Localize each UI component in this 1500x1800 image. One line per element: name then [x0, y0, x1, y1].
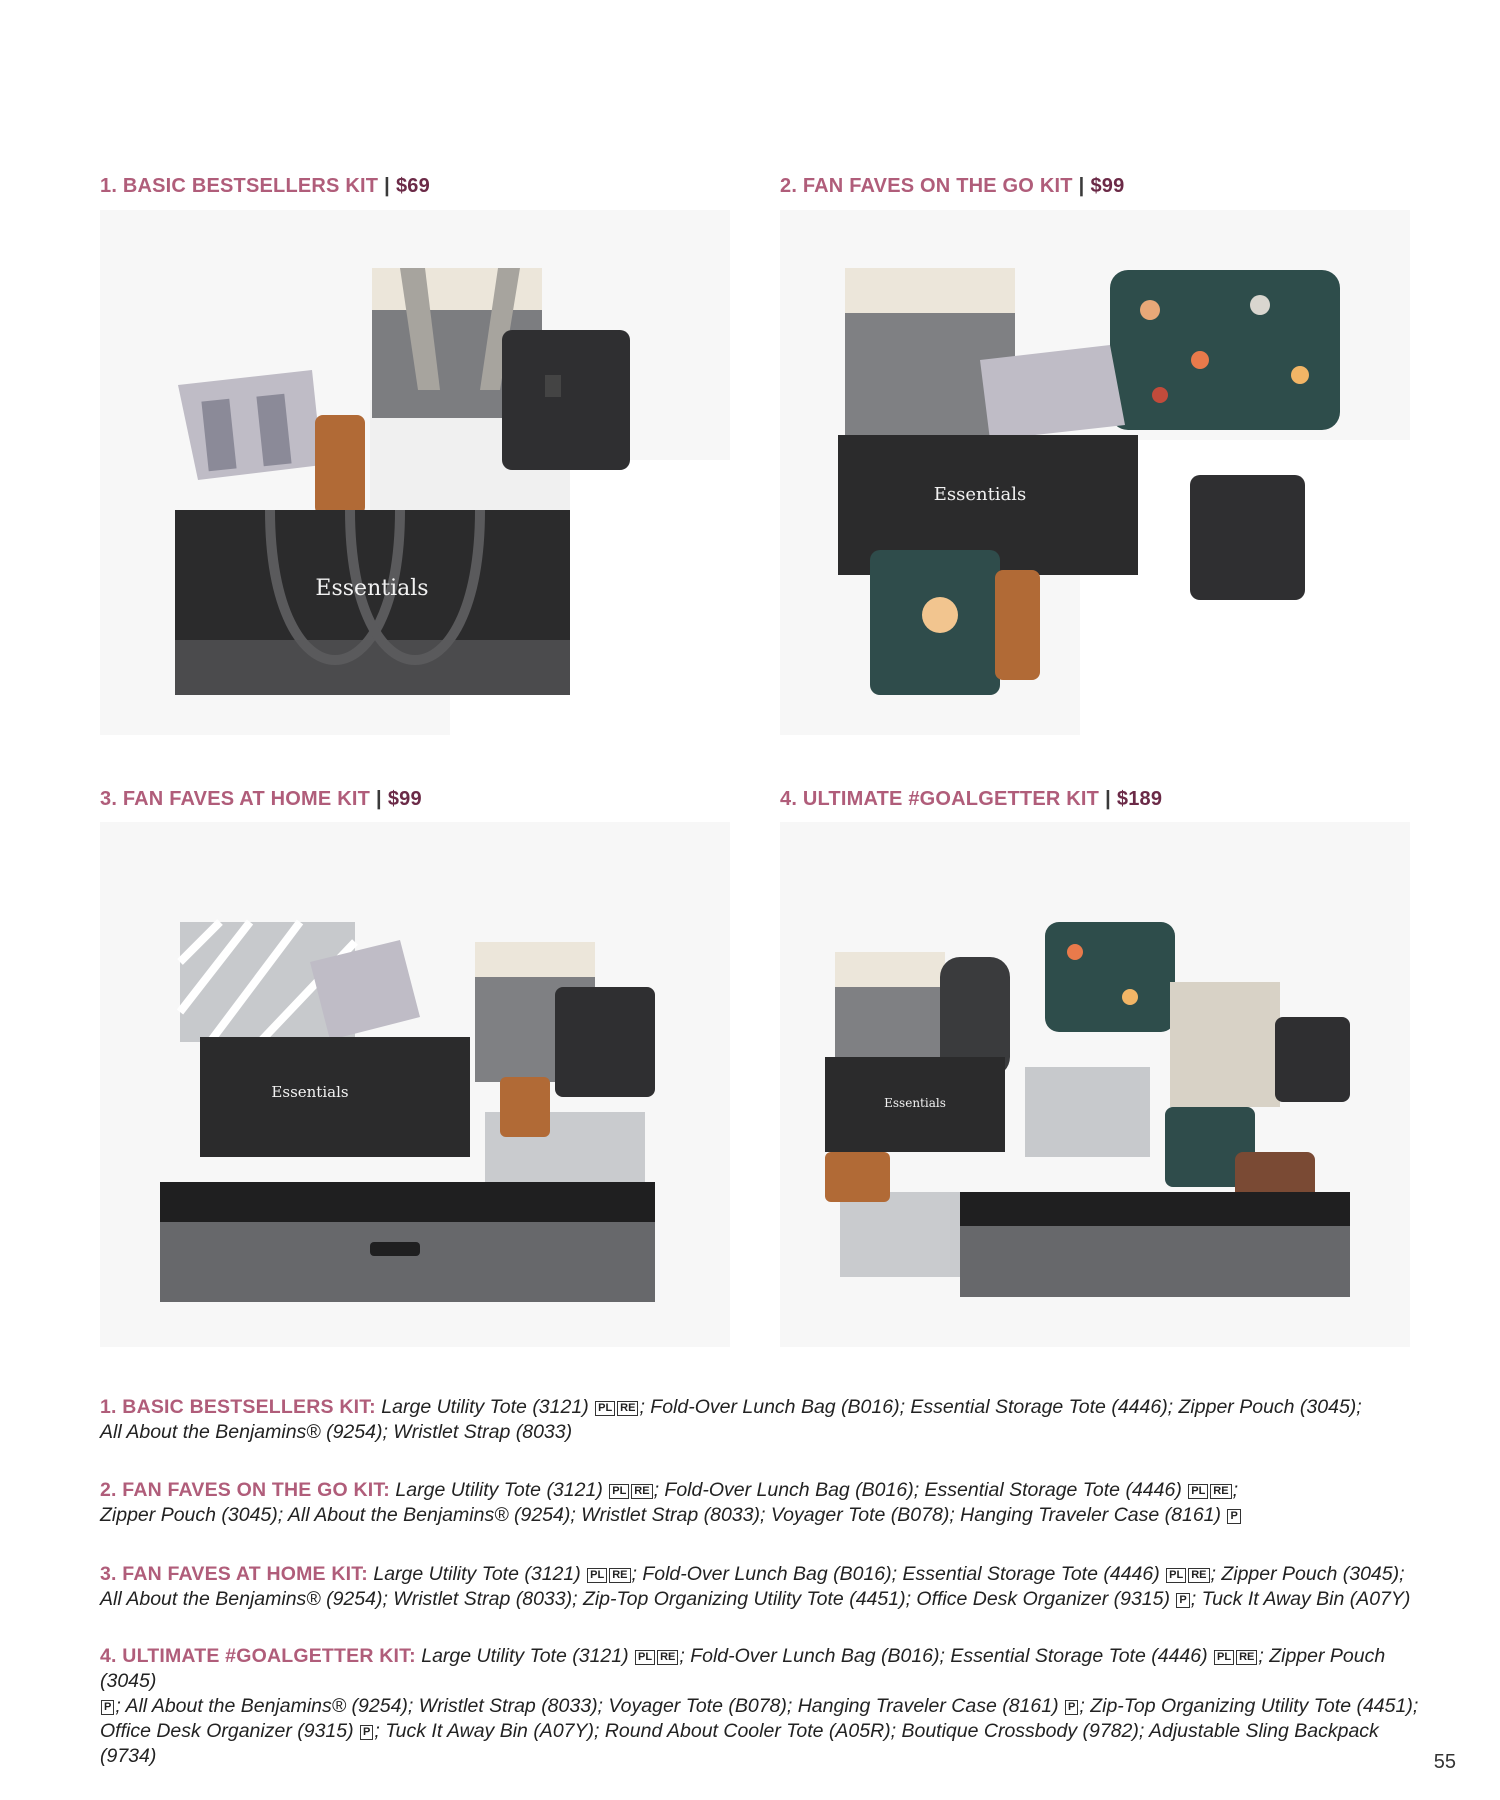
description-text: ;: [1232, 1479, 1238, 1501]
kit-1-description: [100, 1395, 1440, 1445]
pl-badge: PL: [587, 1568, 607, 1583]
kit-4-product-illustration: [780, 822, 1410, 1347]
kit-3-product-illustration: [100, 822, 730, 1347]
kit-1-photo: [100, 210, 730, 735]
kit-3-description: [100, 1562, 1440, 1612]
kit-price: $69: [395, 175, 430, 197]
kit-name: 2. FAN FAVES ON THE GO KIT: [780, 175, 1073, 197]
kit-price: $99: [1090, 175, 1125, 197]
essentials-embroidery: Essentials: [271, 1083, 349, 1101]
voyager-tote: [1045, 922, 1175, 1032]
kit-4-description: [100, 1644, 1440, 1769]
kit-2-description: [100, 1478, 1440, 1528]
wallet: [315, 415, 365, 515]
description-text: ; Fold-Over Lunch Bag (B016); Essential Storage Tote (4446): [631, 1563, 1160, 1585]
kit-name: 1. BASIC BESTSELLERS KIT: [100, 175, 379, 197]
wallet: [500, 1077, 550, 1137]
p-badge: P: [101, 1700, 114, 1715]
kit-4-photo: [780, 822, 1410, 1347]
re-badge: RE: [631, 1484, 652, 1499]
title-separator: |: [1105, 788, 1111, 810]
essentials-embroidery: Essentials: [933, 484, 1027, 505]
title-separator: |: [376, 788, 382, 810]
kit-4-title: [780, 788, 1162, 811]
re-badge: RE: [1236, 1650, 1257, 1665]
description-text: ; Zipper Pouch (3045): [100, 1645, 1386, 1692]
description-text: ; Zipper Pouch (3045);: [1210, 1563, 1405, 1585]
pl-badge: PL: [1214, 1650, 1234, 1665]
description-lead: 4. ULTIMATE #GOALGETTER KIT:: [100, 1645, 416, 1667]
p-badge: P: [1176, 1593, 1189, 1608]
description-text: ; Zip-Top Organizing Utility Tote (4451);: [1079, 1695, 1419, 1717]
lunch-bag: [555, 987, 655, 1097]
page-number: 55: [1433, 1751, 1456, 1773]
description-text: All About the Benjamins® (9254); Wristlet Strap (8033): [100, 1421, 573, 1443]
description-text: Office Desk Organizer (9315): [100, 1720, 354, 1742]
kit-2-title: [780, 175, 1124, 198]
kit-price: $189: [1116, 788, 1163, 810]
pl-badge: PL: [1166, 1568, 1186, 1583]
re-badge: RE: [657, 1650, 678, 1665]
lunch-bag: [1275, 1017, 1350, 1102]
description-text: All About the Benjamins® (9254); Wristlet Strap (8033); Zip-Top Organizing Utility Tote (4451); Office Desk Organizer (9315): [100, 1588, 1170, 1610]
p-badge: P: [360, 1725, 373, 1740]
wallet: [995, 570, 1040, 680]
description-text: ; All About the Benjamins® (9254); Wristlet Strap (8033); Voyager Tote (B078); Hanging Traveler Case (8161): [115, 1695, 1059, 1717]
re-badge: RE: [1188, 1568, 1209, 1583]
re-badge: RE: [617, 1401, 638, 1416]
kit-3-title: [100, 788, 422, 811]
organizing-tote: [1025, 1067, 1150, 1157]
kit-1-title: [100, 175, 430, 198]
p-badge: P: [1227, 1509, 1240, 1524]
description-text: Large Utility Tote (3121): [381, 1396, 589, 1418]
description-lead: 2. FAN FAVES ON THE GO KIT:: [100, 1479, 390, 1501]
description-text: ; Fold-Over Lunch Bag (B016); Essential Storage Tote (4446); Zipper Pouch (3045);: [639, 1396, 1362, 1418]
kit-name: 3. FAN FAVES AT HOME KIT: [100, 788, 371, 810]
description-text: ; Tuck It Away Bin (A07Y): [1190, 1588, 1411, 1610]
kit-1-product-illustration: [100, 210, 730, 735]
kit-price: $99: [387, 788, 422, 810]
kit-3-photo: [100, 822, 730, 1347]
zipper-pouch: [980, 345, 1125, 440]
p-badge: P: [1065, 1700, 1078, 1715]
re-badge: RE: [609, 1568, 630, 1583]
cooler-tote: [1170, 982, 1280, 1107]
description-lead: 3. FAN FAVES AT HOME KIT:: [100, 1563, 368, 1585]
pl-badge: PL: [635, 1650, 655, 1665]
lunch-bag: [1190, 475, 1305, 600]
description-text: Zipper Pouch (3045); All About the Benjamins® (9254); Wristlet Strap (8033); Voyager Tote (B078); Hanging Traveler Case (8161): [100, 1504, 1222, 1526]
voyager-tote: [1110, 270, 1340, 430]
pl-badge: PL: [1188, 1484, 1208, 1499]
title-separator: |: [384, 175, 390, 197]
re-badge: RE: [1210, 1484, 1231, 1499]
description-text: Large Utility Tote (3121): [395, 1479, 603, 1501]
description-lead: 1. BASIC BESTSELLERS KIT:: [100, 1396, 376, 1418]
essentials-embroidery: Essentials: [884, 1096, 946, 1110]
kit-2-product-illustration: [780, 210, 1410, 735]
wallet: [825, 1152, 890, 1202]
description-text: ; Fold-Over Lunch Bag (B016); Essential Storage Tote (4446): [679, 1645, 1208, 1667]
description-text: Large Utility Tote (3121): [421, 1645, 629, 1667]
lunch-bag: [502, 330, 630, 470]
pl-badge: PL: [609, 1484, 629, 1499]
description-text: Large Utility Tote (3121): [373, 1563, 581, 1585]
description-text: ; Tuck It Away Bin (A07Y); Round About Cooler Tote (A05R); Boutique Crossbody (9782); Adjustable Sling Backpack (9734): [100, 1720, 1379, 1767]
kit-2-photo: [780, 210, 1410, 735]
description-text: ; Fold-Over Lunch Bag (B016); Essential Storage Tote (4446): [653, 1479, 1182, 1501]
title-separator: |: [1078, 175, 1085, 197]
kit-name: 4. ULTIMATE #GOALGETTER KIT: [780, 788, 1100, 810]
office-desk-organizer: [840, 1192, 960, 1277]
pl-badge: PL: [595, 1401, 615, 1416]
zipper-pouch: [178, 370, 322, 480]
essentials-embroidery: Essentials: [315, 576, 429, 601]
